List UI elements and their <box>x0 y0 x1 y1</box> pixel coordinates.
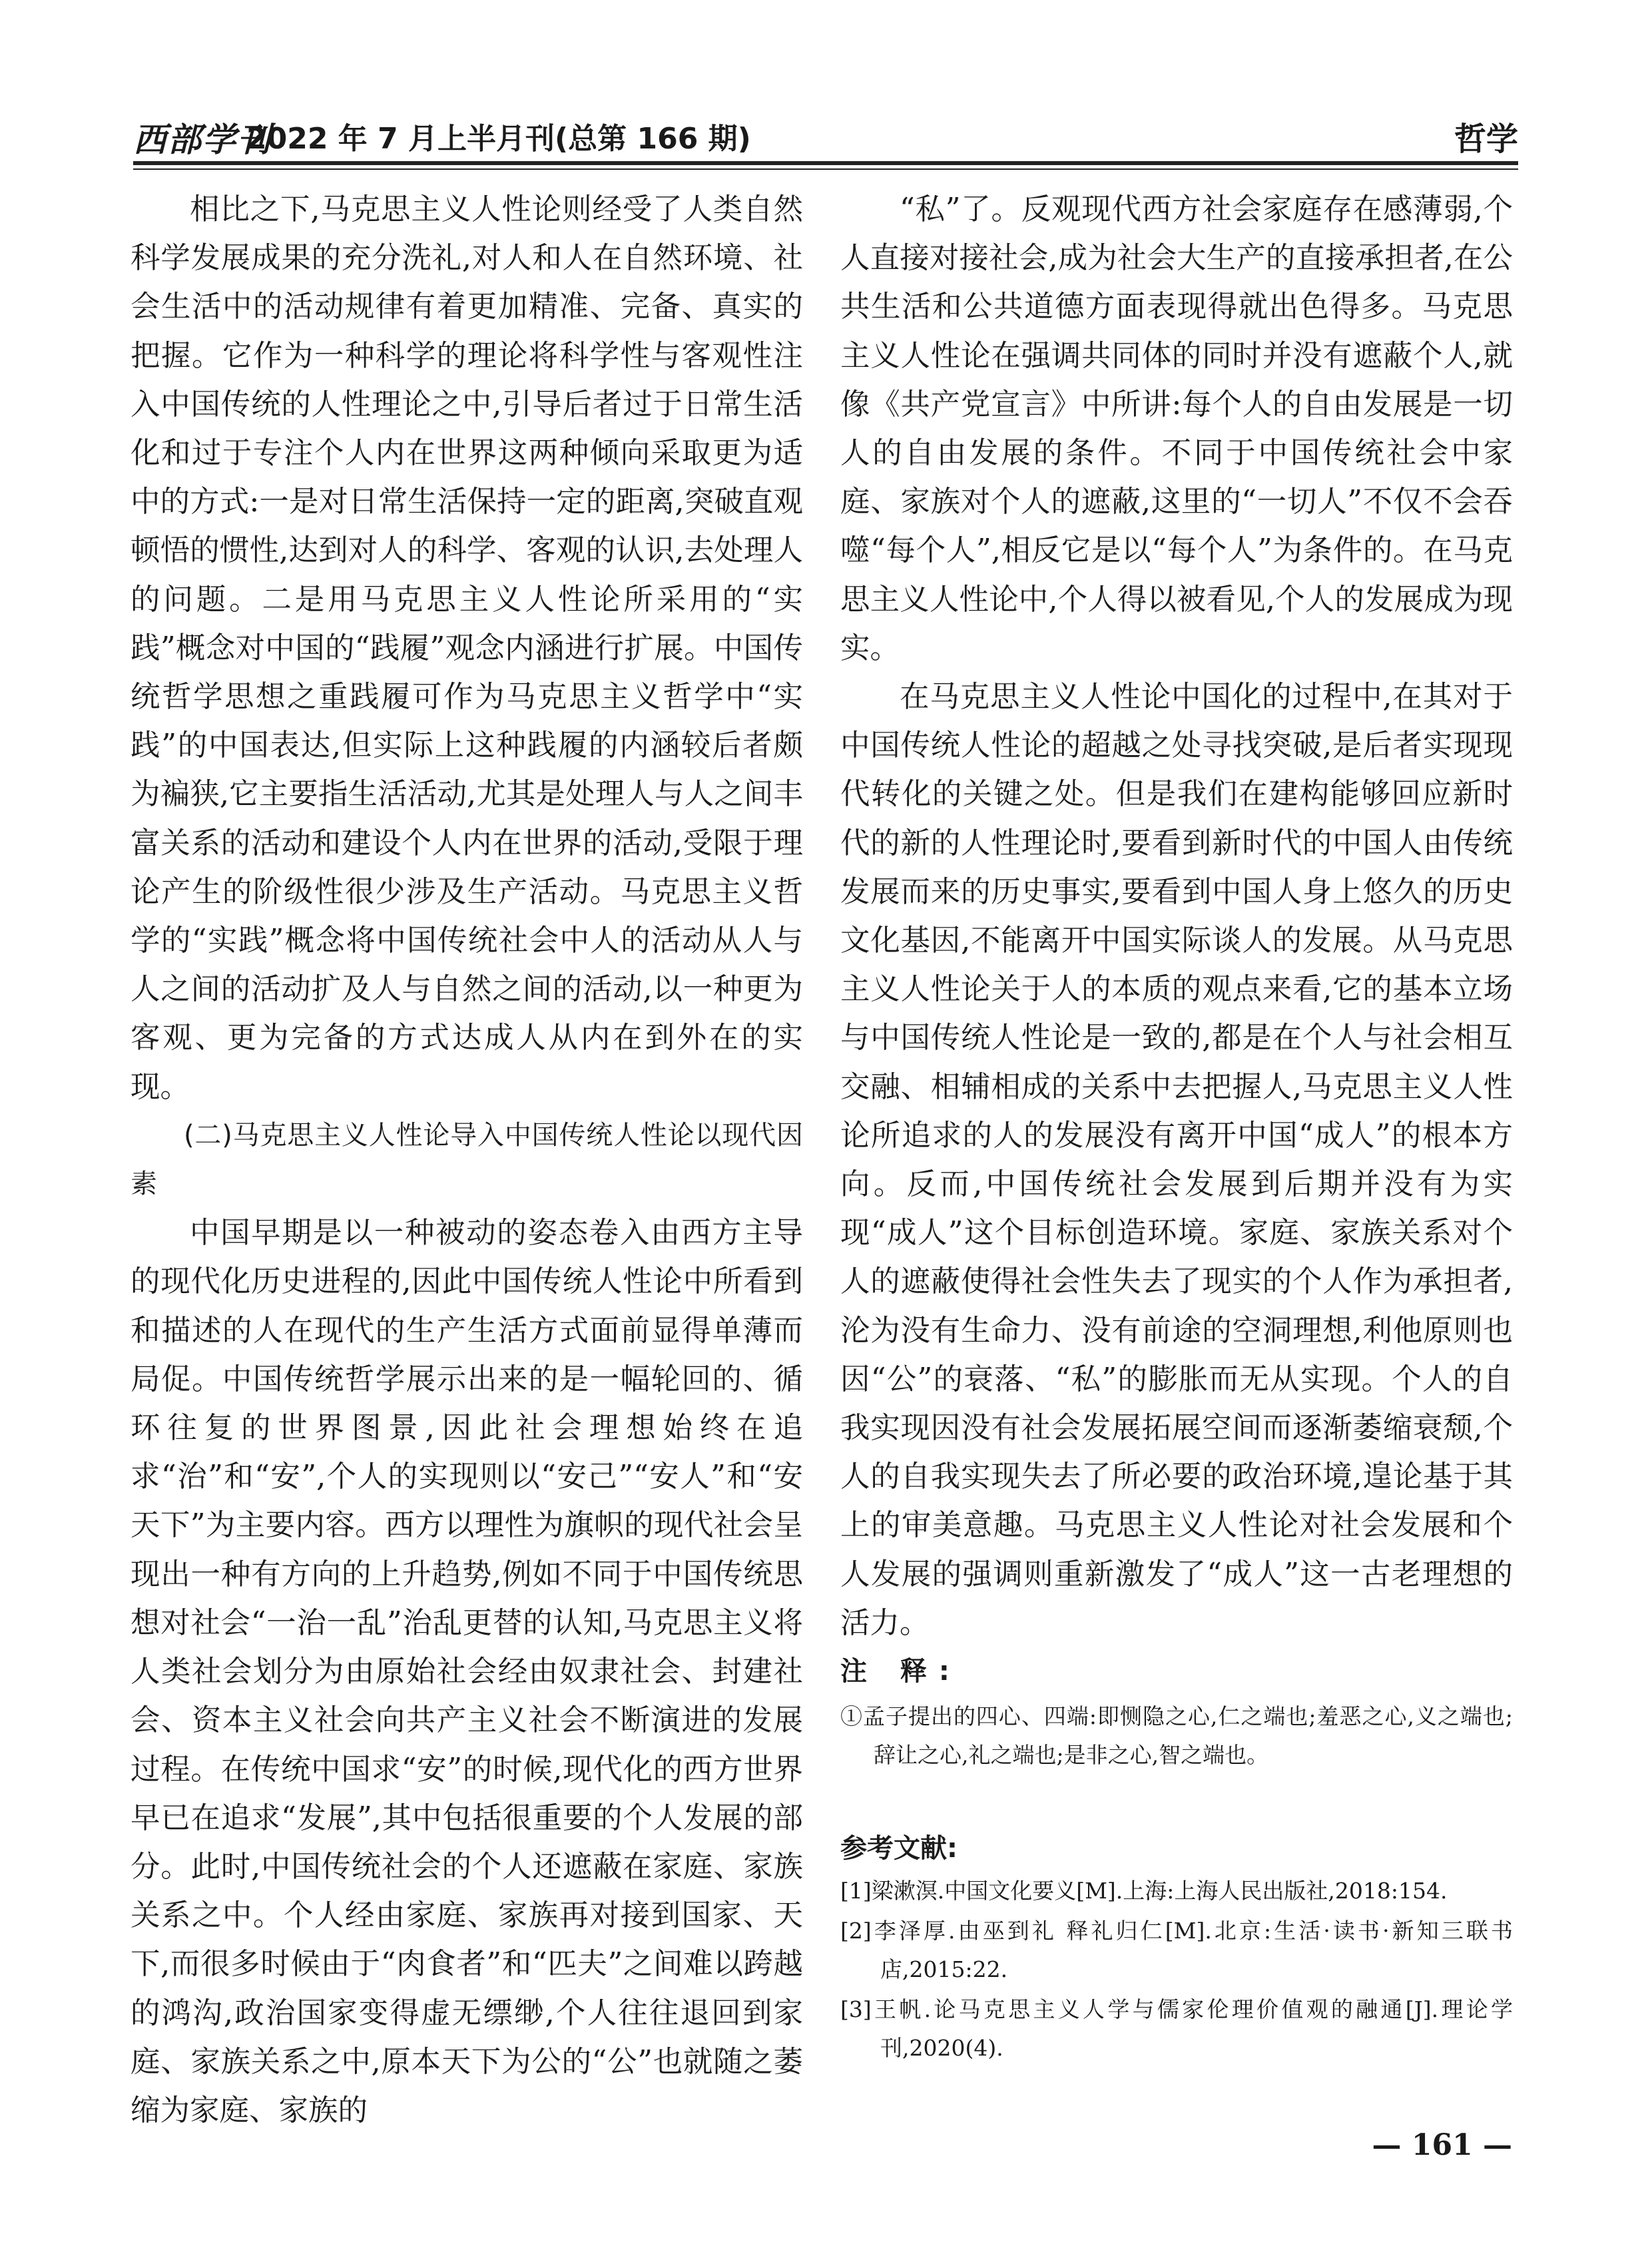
left-column <box>131 185 803 2135</box>
right-paragraph-2: 在马克思主义人性论中国化的过程中,在其对于中国传统人性论的超越之处寻找突破,是后者实现现代转化的关键之处。但是我们在建构能够回应新时代的新的人性理论时,要看到新时代的中国人由传统发展而来的历史事实,要看到中国人身上悠久的历史文化基因,不能离开中国实际谈人的发展。从马克思主义人性论关于人的本质的观点来看,它的基本立场与中国传统人性论是一致的,都是在个人与社会相互交融、相辅相成的关系中去把握人,马克思主义人性论所追求的人的发展没有离开中国“成人”的根本方向。反而,中国传统社会发展到后期并没有为实现“成人”这个目标创造环境。家庭、家族关系对个人的遮蔽使得社会性失去了现实的个人作为承担者,沦为没有生命力、没有前途的空洞理想,利他原则也因“公”的衰落、“私”的膨胀而无从实现。个人的自我实现因没有社会发展拓展空间而逐渐萎缩衰颓,个人的自我实现失去了所必要的政治环境,遑论基于其上的审美意趣。马克思主义人性论对社会发展和个人发展的强调则重新激发了“成人”这一古老理想的活力。 <box>840 680 1513 1640</box>
right-paragraph-1: “私”了。反观现代西方社会家庭存在感薄弱,个人直接对接社会,成为社会大生产的直接承担者,在公共生活和公共道德方面表现得就出色得多。马克思主义人性论在强调共同体的同时并没有遮蔽个人,就像《共产党宣言》中所讲:每个人的自由发展是一切人的自由发展的条件。不同于中国传统社会中家庭、家族对个人的遮蔽,这里的“一切人”不仅不会吞噬“每个人”,相反它是以“每个人”为条件的。在马克思主义人性论中,个人得以被看见,个人的发展成为现实。 <box>840 192 1513 665</box>
issue-info: 2022 年 7 月上半月刊(总第 166 期) <box>246 122 751 156</box>
notes-title: 注 释: <box>840 1656 962 1687</box>
page-number: — 161 — <box>1372 2128 1512 2162</box>
notes-section <box>840 1650 1513 1775</box>
journal-logo: 西部学刊 <box>133 120 272 159</box>
references-title: 参考文献: <box>840 1833 958 1864</box>
note-item: ①孟子提出的四心、四端:即恻隐之心,仁之端也;羞恶之心,义之端也;辞让之心,礼之端也;是非之心,智之端也。 <box>840 1703 1513 1768</box>
page-header <box>133 112 1518 160</box>
section-subheading: (二)马克思主义人性论导入中国传统人性论以现代因素 <box>131 1119 803 1200</box>
right-column <box>840 185 1513 1647</box>
reference-item-2: [2]李泽厚.由巫到礼 释礼归仁[M].北京:生活·读书·新知三联书店,2015:22. <box>840 1918 1513 1982</box>
section-title: 哲学 <box>1454 121 1518 158</box>
references-section <box>840 1827 1513 2069</box>
left-paragraph-2: 中国早期是以一种被动的姿态卷入由西方主导的现代化历史进程的,因此中国传统人性论中所看到和描述的人在现代的生产生活方式面前显得单薄而局促。中国传统哲学展示出来的是一幅轮回的、循环往复的世界图景,因此社会理想始终在追求“治”和“安”,个人的实现则以“安己”“安人”和“安天下”为主要内容。西方以理性为旗帜的现代社会呈现出一种有方向的上升趋势,例如不同于中国传统思想对社会“一治一乱”治乱更替的认知,马克思主义将人类社会划分为由原始社会经由奴隶社会、封建社会、资本主义社会向共产主义社会不断演进的发展过程。在传统中国求“安”的时候,现代化的西方世界早已在追求“发展”,其中包括很重要的个人发展的部分。此时,中国传统社会的个人还遮蔽在家庭、家族关系之中。个人经由家庭、家族再对接到国家、天下,而很多时候由于“肉食者”和“匹夫”之间难以跨越的鸿沟,政治国家变得虚无缥缈,个人往往退回到家庭、家族关系之中,原本天下为公的“公”也就随之萎缩为家庭、家族的 <box>131 1216 803 2127</box>
header-rule-thick <box>133 161 1518 165</box>
header-rule-thin <box>133 168 1518 170</box>
reference-item-1: [1]梁漱溟.中国文化要义[M].上海:上海人民出版社,2018:154. <box>840 1878 1448 1904</box>
left-paragraph-1: 相比之下,马克思主义人性论则经受了人类自然科学发展成果的充分洗礼,对人和人在自然环境、社会生活中的活动规律有着更加精准、完备、真实的把握。它作为一种科学的理论将科学性与客观性注入中国传统的人性理论之中,引导后者过于日常生活化和过于专注个人内在世界这两种倾向采取更为适中的方式:一是对日常生活保持一定的距离,突破直观顿悟的惯性,达到对人的科学、客观的认识,去处理人的问题。二是用马克思主义人性论所采用的“实践”概念对中国的“践履”观念内涵进行扩展。中国传统哲学思想之重践履可作为马克思主义哲学中“实践”的中国表达,但实际上这种践履的内涵较后者颇为褊狭,它主要指生活活动,尤其是处理人与人之间丰富关系的活动和建设个人内在世界的活动,受限于理论产生的阶级性很少涉及生产活动。马克思主义哲学的“实践”概念将中国传统社会中人的活动从人与人之间的活动扩及人与自然之间的活动,以一种更为客观、更为完备的方式达成人从内在到外在的实现。 <box>131 192 803 1104</box>
reference-item-3: [3]王帆.论马克思主义人学与儒家伦理价值观的融通[J].理论学刊,2020(4). <box>840 1996 1513 2061</box>
